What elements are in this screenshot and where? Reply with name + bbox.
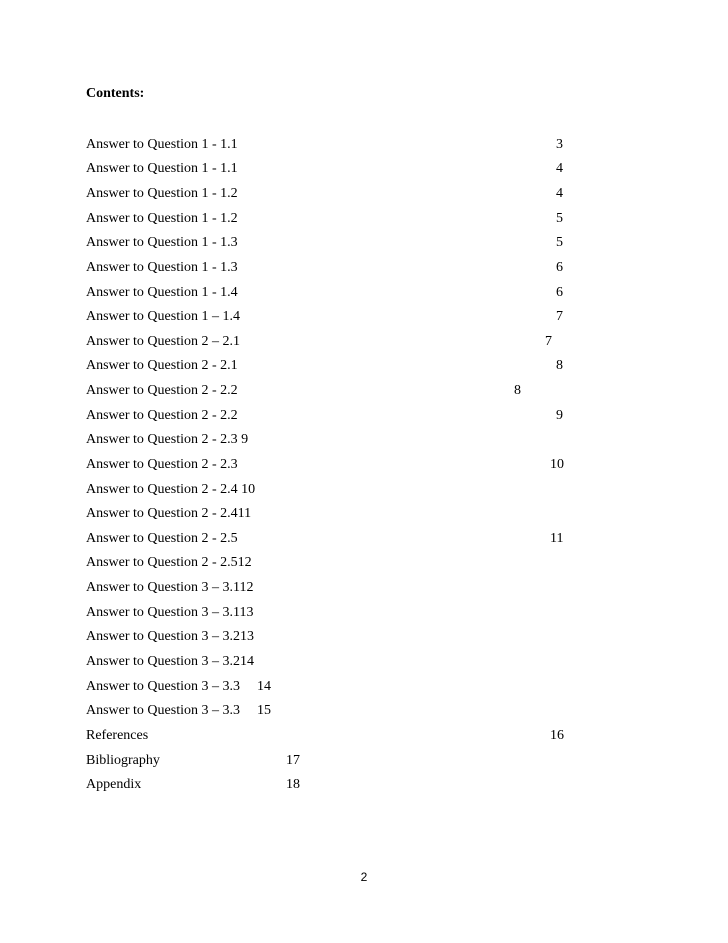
toc-entry-page: 14 — [257, 679, 271, 694]
toc-entry-label: Answer to Question 3 – 3.214 — [86, 654, 254, 669]
toc-entry-page: 8 — [556, 358, 563, 373]
toc-entry-page: 7 — [556, 309, 563, 324]
toc-entry — [86, 383, 686, 403]
toc-entry-label: Answer to Question 2 - 2.2 — [86, 383, 238, 398]
toc-entry — [86, 211, 686, 231]
toc-entry-label: Answer to Question 2 - 2.3 — [86, 457, 238, 472]
toc-entry-label: Answer to Question 1 - 1.3 — [86, 260, 238, 275]
toc-entry-label: Answer to Question 3 – 3.213 — [86, 629, 254, 644]
toc-entry-label: Answer to Question 1 - 1.4 — [86, 285, 238, 300]
toc-entry-label: Answer to Question 3 – 3.113 — [86, 605, 254, 620]
toc-entry — [86, 137, 686, 157]
toc-entry — [86, 358, 686, 378]
toc-entry — [86, 679, 686, 699]
toc-entry — [86, 482, 686, 502]
toc-entry — [86, 408, 686, 428]
toc-entry — [86, 506, 686, 526]
toc-entry-label: Bibliography — [86, 753, 160, 768]
toc-entry-page: 15 — [257, 703, 271, 718]
toc-entry-label: References — [86, 728, 149, 743]
toc-entry-page: 3 — [556, 137, 563, 152]
toc-entry — [86, 703, 686, 723]
toc-entry-page: 4 — [556, 161, 563, 176]
toc-entry — [86, 777, 686, 797]
toc-entry-page: 8 — [514, 383, 521, 398]
toc-entry — [86, 334, 686, 354]
toc-entry-label: Answer to Question 2 - 2.1 — [86, 358, 238, 373]
toc-entry-label: Answer to Question 2 - 2.4 10 — [86, 482, 256, 497]
toc-entry-page: 7 — [545, 334, 552, 349]
toc-entry-page: 17 — [286, 753, 300, 768]
toc-entry-page: 6 — [556, 260, 563, 275]
toc-entry-label: Answer to Question 2 - 2.411 — [86, 506, 252, 521]
toc-entry-label: Answer to Question 1 - 1.2 — [86, 211, 238, 226]
toc-entry-page: 11 — [550, 531, 564, 546]
toc-entry-label: Answer to Question 2 - 2.5 — [86, 531, 238, 546]
toc-entry-page: 5 — [556, 211, 563, 226]
toc-entry — [86, 235, 686, 255]
toc-entry — [86, 432, 686, 452]
toc-entry — [86, 285, 686, 305]
toc-entry-label: Answer to Question 1 – 1.4 — [86, 309, 240, 324]
toc-entry-page: 18 — [286, 777, 300, 792]
toc-entry — [86, 605, 686, 625]
toc-entry-label: Answer to Question 2 – 2.1 — [86, 334, 240, 349]
toc-entry — [86, 629, 686, 649]
toc-entry — [86, 654, 686, 674]
contents-heading: Contents: — [86, 86, 145, 101]
toc-entry-label: Answer to Question 1 - 1.1 — [86, 161, 238, 176]
toc-entry — [86, 753, 686, 773]
toc-entry — [86, 186, 686, 206]
toc-entry-label: Answer to Question 1 - 1.2 — [86, 186, 238, 201]
toc-entry-page: 5 — [556, 235, 563, 250]
toc-entry-label: Answer to Question 2 - 2.512 — [86, 555, 252, 570]
toc-entry-label: Answer to Question 1 - 1.3 — [86, 235, 238, 250]
toc-entry — [86, 260, 686, 280]
toc-entry — [86, 555, 686, 575]
toc-entry-label: Answer to Question 3 – 3.3 — [86, 679, 240, 694]
page-number: 2 — [360, 870, 368, 884]
toc-entry — [86, 457, 686, 477]
toc-entry-label: Answer to Question 3 – 3.112 — [86, 580, 254, 595]
toc-entry-label: Answer to Question 2 - 2.3 9 — [86, 432, 249, 447]
toc-entry-page: 6 — [556, 285, 563, 300]
toc-entry-label: Appendix — [86, 777, 142, 792]
toc-entry-label: Answer to Question 3 – 3.3 — [86, 703, 240, 718]
toc-entry-label: Answer to Question 2 - 2.2 — [86, 408, 238, 423]
toc-entry — [86, 531, 686, 551]
toc-entry-page: 4 — [556, 186, 563, 201]
toc-entry — [86, 161, 686, 181]
toc-entry-page: 10 — [550, 457, 564, 472]
toc-entry — [86, 728, 686, 748]
toc-entry-page: 9 — [556, 408, 563, 423]
toc-entry — [86, 309, 686, 329]
toc-entry-label: Answer to Question 1 - 1.1 — [86, 137, 238, 152]
toc-entry — [86, 580, 686, 600]
toc-entry-page: 16 — [550, 728, 564, 743]
